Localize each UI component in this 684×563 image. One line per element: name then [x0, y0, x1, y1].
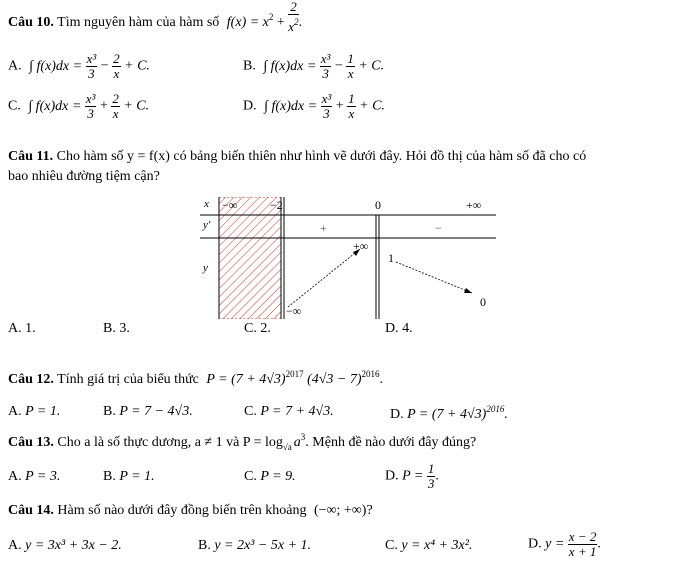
table-y-neg-inf: −∞ — [286, 304, 302, 318]
q14-interval: (−∞; +∞) — [313, 503, 367, 518]
table-y-pos-inf: +∞ — [353, 239, 369, 253]
q14-option-d[interactable]: D. y = $\frac{x - 2}{x + 1}$ . — [528, 529, 601, 559]
q10-label: Câu 10. — [8, 15, 54, 31]
q10-option-a[interactable] — [8, 52, 150, 81]
q12-expr: P = (7 + 4√3) — [206, 372, 286, 387]
q10-frac-num: 2 — [290, 0, 297, 14]
q12-option-a[interactable]: A. P = 1. — [8, 404, 61, 419]
q13-option-d[interactable]: D. P = $\frac{1}{3}$ . — [385, 461, 439, 491]
table-y-zero: 0 — [480, 295, 486, 309]
option-op: − — [334, 58, 343, 74]
option-op: + — [99, 98, 108, 114]
q14-end: ? — [366, 503, 373, 518]
q12-label: Câu 12. — [8, 372, 54, 387]
table-x-neg2: −2 — [270, 198, 283, 212]
option-lhs: ∫ f(x)dx = — [264, 98, 318, 114]
q13-label: Câu 13. — [8, 435, 54, 450]
q13-text: Cho a là số thực dương, a ≠ 1 và P = log — [57, 435, 283, 450]
q11-option-a[interactable]: A. 1. — [8, 321, 36, 336]
q10-text: Tìm nguyên hàm của hàm số — [57, 15, 220, 31]
q12-exp2: 2016 — [361, 369, 380, 379]
q10-option-c[interactable] — [8, 92, 149, 121]
q11-option-c[interactable]: C. 2. — [244, 321, 271, 336]
option-frac-1: $\frac{\text{x³}}{3}$ — [320, 51, 331, 81]
option-tail: + C. — [358, 58, 385, 74]
option-op: − — [100, 58, 109, 74]
q10-frac-den: $x^2$ — [288, 17, 299, 34]
q11-text: Cho hàm số y = f(x) có bảng biến thiên như hình vẽ dưới đây. Hỏi đồ thị của hàm số đã cho có — [56, 149, 587, 164]
q10-func-exp: 2 — [268, 12, 274, 23]
option-frac-1: $\frac{\text{x³}}{3}$ — [85, 91, 96, 121]
option-frac-2: $\frac{2}{x}$ — [112, 91, 119, 121]
table-x-pos-inf: +∞ — [466, 198, 482, 212]
option-frac-2: $\frac{1}{x}$ — [348, 91, 355, 121]
q12-exp1: 2017 — [285, 369, 304, 379]
table-row-y: y — [203, 262, 208, 274]
q13-d-frac: $\frac{1}{3}$ — [427, 461, 435, 491]
table-row-x: x — [204, 198, 209, 210]
table-sign-minus: − — [435, 221, 442, 235]
option-key: D. — [243, 98, 257, 114]
option-frac-2: $\frac{1}{x}$ — [347, 51, 354, 81]
q13-a: a — [293, 435, 301, 450]
q13-option-c[interactable]: C. P = 9. — [244, 469, 296, 484]
q10-header — [8, 0, 303, 34]
q11-label: Câu 11. — [8, 149, 54, 164]
q13-exp: 3 — [300, 432, 306, 442]
table-sign-plus: + — [320, 221, 327, 235]
option-tail: + C. — [123, 98, 150, 114]
option-frac-2: $\frac{2}{x}$ — [113, 51, 120, 81]
option-op: + — [335, 98, 344, 114]
q14-header — [8, 504, 373, 518]
option-key: C. — [8, 98, 21, 114]
option-lhs: ∫ f(x)dx = — [29, 58, 83, 74]
q12-option-c[interactable]: C. P = 7 + 4√3. — [244, 404, 334, 419]
q13-header — [8, 433, 476, 452]
q13-option-a[interactable]: A. P = 3. — [8, 469, 61, 484]
table-x-zero: 0 — [375, 198, 381, 212]
table-y-one: 1 — [388, 251, 394, 265]
q11-line1 — [8, 150, 586, 164]
q12-header: Câu 12. Tính giá trị của biểu thức $P = (7 + 4√3)^{2017}$ $(4√3 - 7)^{2016}$. — [8, 369, 384, 387]
q14-option-c[interactable]: C. y = x⁴ + 3x². — [385, 538, 473, 553]
q13-option-b[interactable]: B. P = 1. — [103, 469, 155, 484]
q14-text: Hàm số nào dưới đây đồng biến trên khoảng — [57, 503, 307, 518]
decrease-arrow — [396, 262, 472, 293]
increase-arrow — [288, 249, 360, 307]
option-key: B. — [243, 58, 256, 74]
q13-text3: . Mệnh đề nào dưới đây đúng? — [305, 435, 477, 450]
option-tail: + C. — [124, 58, 150, 74]
q10-option-d[interactable] — [243, 92, 385, 121]
q14-option-a[interactable]: A. y = 3x³ + 3x − 2. — [8, 538, 122, 553]
q10-frac — [288, 0, 298, 34]
q14-label: Câu 14. — [8, 503, 54, 518]
q14-d-frac: $\frac{x - 2}{x + 1}$ — [568, 529, 597, 559]
q10-end: . — [298, 15, 303, 31]
q12-option-b[interactable]: B. P = 7 − 4√3. — [103, 404, 193, 419]
q12-expr2: (4√3 − 7) — [307, 372, 362, 387]
option-tail: + C. — [359, 98, 385, 114]
q11-option-d[interactable]: D. 4. — [385, 321, 413, 336]
option-key: A. — [8, 58, 22, 74]
q10-func: f(x) = x — [226, 15, 269, 31]
option-lhs: ∫ f(x)dx = — [263, 58, 317, 74]
q13-sub: √a — [282, 441, 292, 452]
option-frac-1: $\frac{\text{x³}}{3}$ — [321, 91, 332, 121]
q10-option-b[interactable] — [243, 52, 384, 81]
variation-table — [200, 197, 496, 319]
q10-plus: + — [276, 15, 285, 31]
table-x-neg-inf: −∞ — [222, 198, 238, 212]
q12-option-d[interactable]: D. $P = (7 + 4√3)^{2016}$. — [390, 404, 508, 422]
q12-text: Tính giá trị của biểu thức — [57, 372, 199, 387]
q14-option-b[interactable]: B. y = 2x³ − 5x + 1. — [198, 538, 312, 553]
table-row-yp: y′ — [203, 219, 211, 231]
option-lhs: ∫ f(x)dx = — [28, 98, 82, 114]
q11-option-b[interactable]: B. 3. — [103, 321, 130, 336]
q11-line2: bao nhiêu đường tiệm cận? — [8, 169, 160, 184]
option-frac-1: $\frac{\text{x³}}{3}$ — [86, 51, 97, 81]
